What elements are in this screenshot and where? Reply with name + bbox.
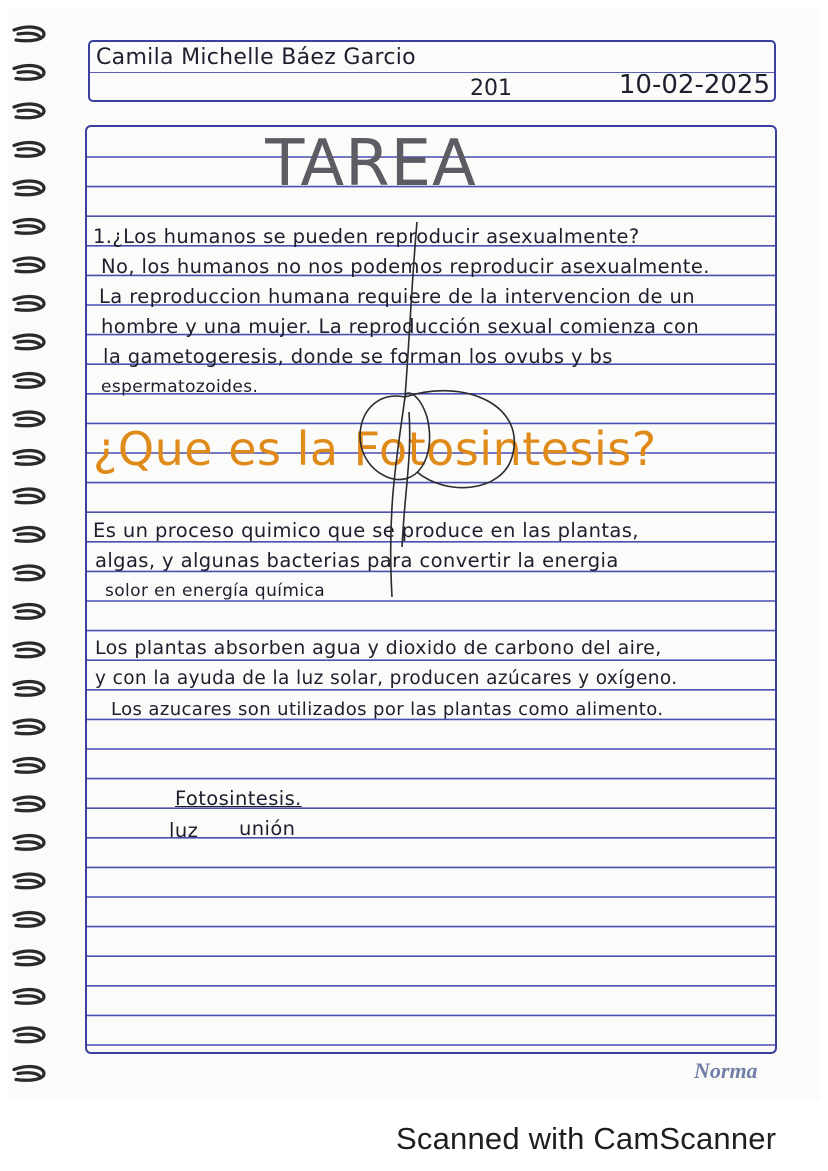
spiral-ring [14,836,44,850]
answer-2-p2-line-1: Los plantas absorben agua y dioxido de carbono del aire, [95,637,662,659]
spiral-ring [14,1028,44,1042]
spiral-ring [14,990,44,1004]
spiral-ring [14,605,44,619]
date: 10-02-2025 [618,70,770,100]
scanner-watermark: Scanned with CamScanner [396,1121,777,1156]
spiral-ring [14,66,44,80]
spiral-ring [14,220,44,234]
spiral-ring [14,451,44,465]
spiral-ring [14,297,44,311]
answer-1-line-4: la gametogeresis, donde se forman los ovubs y bs [103,345,613,368]
answer-1-line-2: La reproduccion humana requiere de la intervencion de un [99,285,696,308]
group-number: 201 [470,76,512,101]
etymology-word: Fotosintesis. [175,787,302,810]
etymology-part-2: unión [239,817,296,840]
answer-2-p1-line-2: algas, y algunas bacterias para convertir la energia [95,549,619,572]
spiral-ring [14,759,44,773]
spiral-ring [14,874,44,888]
header-box [88,40,776,102]
question-1: 1.¿Los humanos se pueden reproducir asexualmente? [93,225,640,248]
spiral-binding [0,0,60,1100]
page-title: TAREA [265,127,477,201]
spiral-ring [14,951,44,965]
answer-2-p1-line-3: solor en energía química [105,581,326,601]
spiral-ring [14,720,44,734]
answer-1-line-1: No, los humanos no nos podemos reproducir asexualmente. [101,255,710,278]
question-2-heading: ¿Que es la Fotosintesis? [93,422,657,476]
answer-2-p1-line-1: Es un proceso quimico que se produce en las plantas, [93,519,639,542]
spiral-ring [14,797,44,811]
spiral-ring [14,412,44,426]
spiral-ring [14,566,44,580]
spiral-ring [14,682,44,696]
spiral-ring [14,143,44,157]
answer-2-p2-line-3: Los azucares son utilizados por las plantas como alimento. [111,699,664,720]
answer-1-line-3: hombre y una mujer. La reproducción sexual comienza con [101,315,700,338]
answer-2-p2-line-2: y con la ayuda de la luz solar, producen azúcares y oxígeno. [95,668,678,689]
student-name: Camila Michelle Báez Garcio [96,45,416,70]
spiral-ring [14,643,44,657]
lined-box [85,125,777,1054]
spiral-ring [14,1067,44,1081]
spiral-ring [14,104,44,118]
spiral-ring [14,489,44,503]
spiral-ring [14,258,44,272]
spiral-ring [14,374,44,388]
spiral-ring [14,913,44,927]
spiral-ring [14,528,44,542]
etymology-part-1: luz [169,819,199,842]
spiral-ring [14,181,44,195]
spiral-ring [14,335,44,349]
brand-logo: Norma [694,1058,758,1083]
spiral-ring [14,27,44,41]
answer-1-line-5: espermatozoides. [101,377,259,397]
